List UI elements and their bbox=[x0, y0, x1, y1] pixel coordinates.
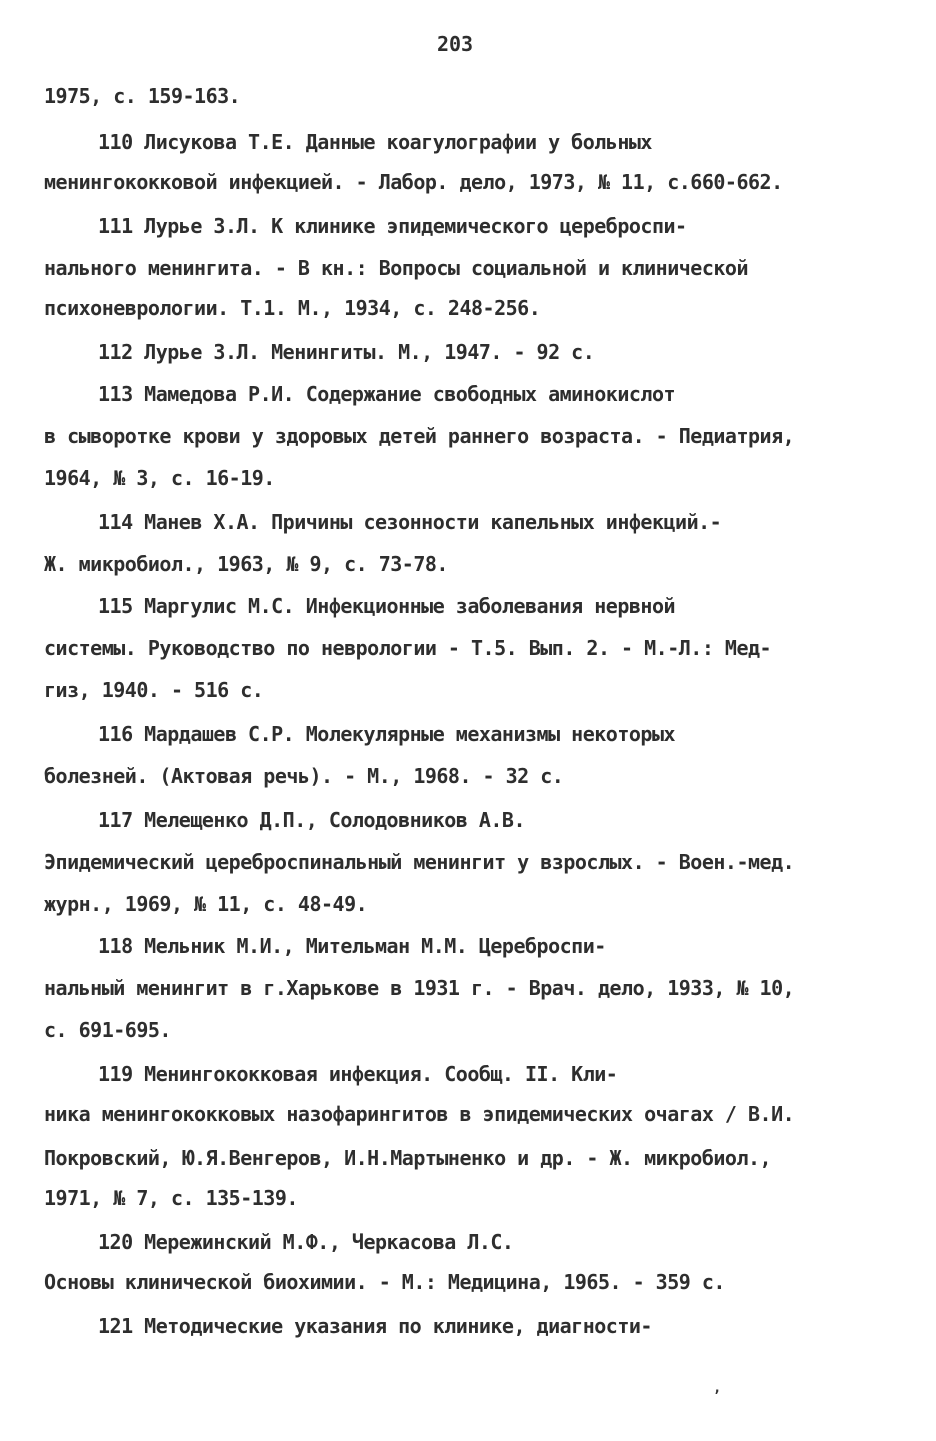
text-line: Ж. микробиол., 1963, № 9, с. 73-78. bbox=[44, 552, 448, 576]
entry-117: 117 Мелещенко Д.П., Солодовников А.В. bbox=[98, 808, 526, 832]
text-line: 1971, № 7, с. 135-139. bbox=[44, 1186, 298, 1210]
entry-121: 121 Методические указания по клинике, диагности- bbox=[98, 1314, 652, 1338]
text-line: в сыворотке крови у здоровых детей раннего возраста. - Педиатрия, bbox=[44, 424, 795, 448]
stray-mark: , bbox=[713, 1380, 722, 1396]
text-line: нальный менингит в г.Харькове в 1931 г. - Врач. дело, 1933, № 10, bbox=[44, 976, 795, 1000]
text-line: системы. Руководство по неврологии - Т.5. Вып. 2. - М.-Л.: Мед- bbox=[44, 636, 772, 660]
entry-115: 115 Маргулис М.С. Инфекционные заболевания нервной bbox=[98, 594, 676, 618]
text-line: менингококковой инфекцией. - Лабор. дело, 1973, № 11, с.660-662. bbox=[44, 170, 783, 194]
entry-110: 110 Лисукова Т.Е. Данные коагулографии у больных bbox=[98, 130, 652, 154]
text-line: Покровский, Ю.Я.Венгеров, И.Н.Мартыненко и др. - Ж. микробиол., bbox=[44, 1146, 772, 1170]
entry-112: 112 Лурье З.Л. Менингиты. М., 1947. - 92 с. bbox=[98, 340, 595, 364]
entry-113: 113 Мамедова Р.И. Содержание свободных аминокислот bbox=[98, 382, 676, 406]
entry-119: 119 Менингококковая инфекция. Сообщ. II. Кли- bbox=[98, 1062, 618, 1086]
text-line: журн., 1969, № 11, с. 48-49. bbox=[44, 892, 368, 916]
entry-120: 120 Мережинский М.Ф., Черкасова Л.С. bbox=[98, 1230, 514, 1254]
entry-118: 118 Мельник М.И., Мительман М.М. Цереброспи- bbox=[98, 934, 606, 958]
text-line: болезней. (Актовая речь). - М., 1968. - 32 с. bbox=[44, 764, 564, 788]
page-number: 203 bbox=[436, 32, 474, 56]
text-line: психоневрологии. Т.1. М., 1934, с. 248-256. bbox=[44, 296, 541, 320]
text-line: с. 691-695. bbox=[44, 1018, 171, 1042]
entry-116: 116 Мардашев С.Р. Молекулярные механизмы некоторых bbox=[98, 722, 676, 746]
text-line: Основы клинической биохимии. - М.: Медицина, 1965. - 359 с. bbox=[44, 1270, 725, 1294]
text-line: 1964, № 3, с. 16-19. bbox=[44, 466, 275, 490]
entry-114: 114 Манев Х.А. Причины сезонности капельных инфекций.- bbox=[98, 510, 722, 534]
entry-111: 111 Лурье З.Л. К клинике эпидемического цереброспи- bbox=[98, 214, 687, 238]
text-line: Эпидемический цереброспинальный менингит у взрослых. - Воен.-мед. bbox=[44, 850, 795, 874]
text-line: гиз, 1940. - 516 с. bbox=[44, 678, 264, 702]
text-line: ника менингококковых назофарингитов в эпидемических очагах / В.И. bbox=[44, 1102, 795, 1126]
text-line: нального менингита. - В кн.: Вопросы социальной и клинической bbox=[44, 256, 749, 280]
text-line: 1975, с. 159-163. bbox=[44, 84, 241, 108]
